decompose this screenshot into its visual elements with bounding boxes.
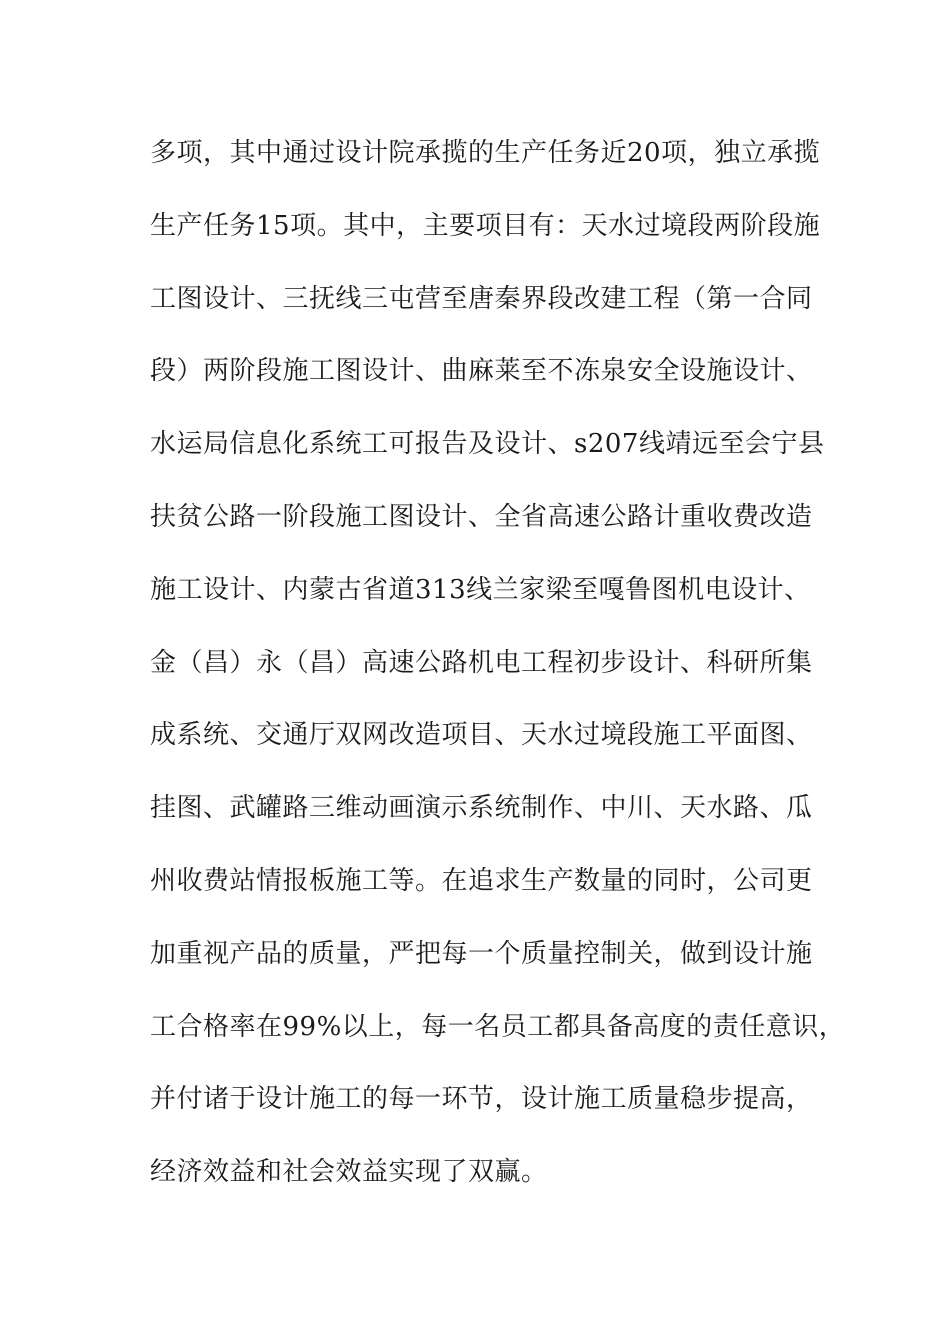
paragraph-line-3: 工图设计、三抚线三屯营至唐秦界段改建工程（第一合同 (150, 283, 813, 314)
paragraph-line-11: 州收费站情报板施工等。在追求生产数量的同时，公司更 (150, 865, 813, 896)
paragraph-line-1: 多项，其中通过设计院承揽的生产任务近20项，独立承揽 (150, 138, 821, 168)
paragraph-line-8: 金（昌）永（昌）高速公路机电工程初步设计、科研所集 (150, 647, 813, 678)
paragraph-line-6: 扶贫公路一阶段施工图设计、全省高速公路计重收费改造 (150, 501, 813, 532)
paragraph-line-14: 并付诸于设计施工的每一环节，设计施工质量稳步提高， (150, 1084, 813, 1115)
paragraph-line-12: 加重视产品的质量，严把每一个质量控制关，做到设计施 (150, 938, 813, 969)
paragraph-line-4: 段）两阶段施工图设计、曲麻莱至不冻泉安全设施设计、 (150, 356, 813, 387)
paragraph-line-5: 水运局信息化系统工可报告及设计、s207线靖远至会宁县 (150, 429, 825, 460)
paragraph-line-13: 工合格率在99%以上，每一名员工都具备高度的责任意识， (150, 1011, 846, 1042)
paragraph-line-7: 施工设计、内蒙古省道313线兰家梁至嘎鲁图机电设计、 (150, 574, 811, 605)
paragraph-line-10: 挂图、武罐路三维动画演示系统制作、中川、天水路、瓜 (150, 793, 813, 824)
paragraph-line-2: 生产任务15项。其中，主要项目有：天水过境段两阶段施 (150, 210, 821, 241)
paragraph-line-9: 成系统、交通厅双网改造项目、天水过境段施工平面图、 (150, 720, 813, 751)
body-paragraph (150, 128, 846, 1220)
paragraph-line-15: 经济效益和社会效益实现了双赢。 (150, 1157, 548, 1188)
